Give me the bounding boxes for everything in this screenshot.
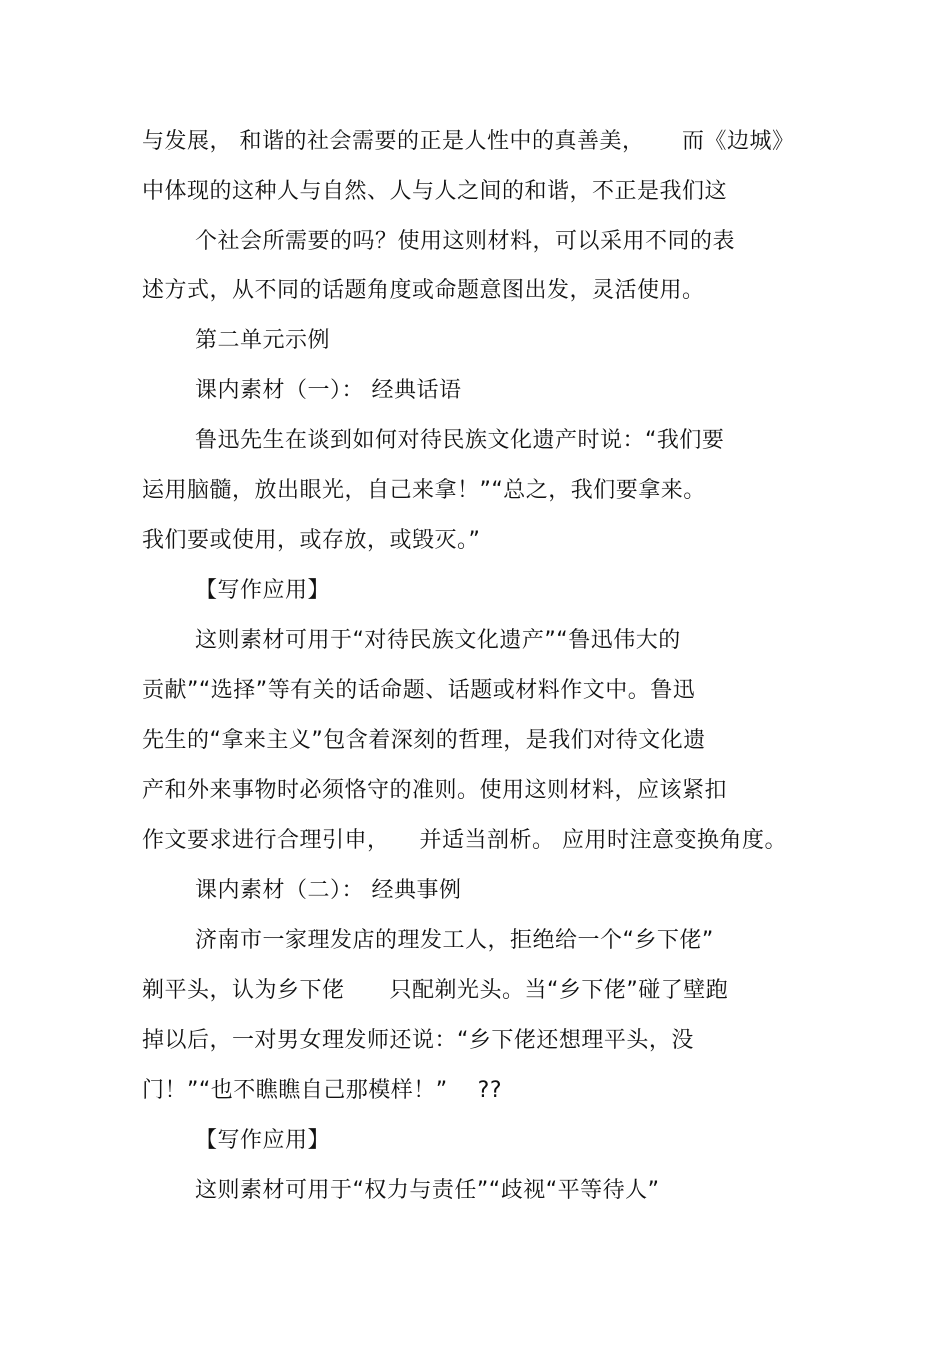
text-line-12: 贡献”“选择”等有关的话命题、话题或材料作文中。鲁迅 (142, 678, 696, 703)
material-heading-2: 课内素材（二）： 经典事例 (195, 878, 462, 903)
text-line-8: 运用脑髓，放出眼光，自己来拿！”“总之，我们要拿来。 (142, 478, 706, 503)
text-line-17: 济南市一家理发店的理发工人，拒绝给一个“乡下佬” (195, 928, 714, 953)
text-line-20: 门！”“也不瞧瞧自己那模样！” ?? (142, 1078, 503, 1103)
text-line-18: 剃平头，认为乡下佬 只配剃光头。当“乡下佬”碰了壁跑 (142, 978, 729, 1003)
text-line-11: 这则素材可用于“对待民族文化遗产”“鲁迅伟大的 (195, 628, 681, 653)
text-line-22: 这则素材可用于“权力与责任”“歧视“平等待人” (195, 1178, 660, 1203)
text-line-19: 掉以后，一对男女理发师还说：“乡下佬还想理平头，没 (142, 1028, 694, 1053)
text-line-4: 述方式，从不同的话题角度或命题意图出发，灵活使用。 (142, 278, 705, 303)
text-line-14: 产和外来事物时必须恪守的准则。使用这则材料，应该紧扣 (142, 778, 728, 803)
text-line-9: 我们要或使用，或存放，或毁灭。” (142, 528, 481, 553)
text-line-2: 中体现的这种人与自然、人与人之间的和谐，不正是我们这 (142, 179, 728, 204)
text-line-15: 作文要求进行合理引申， 并适当剖析。 应用时注意变换角度。 (142, 828, 787, 853)
writing-application-heading-2: 【写作应用】 (195, 1128, 331, 1153)
section-heading: 第二单元示例 (195, 328, 331, 353)
text-line-7: 鲁迅先生在谈到如何对待民族文化遗产时说：“我们要 (195, 428, 725, 453)
material-heading-1: 课内素材（一）： 经典话语 (195, 378, 462, 403)
text-line-3: 个社会所需要的吗？使用这则材料，可以采用不同的表 (195, 229, 736, 254)
text-line-1: 与发展， 和谐的社会需要的正是人性中的真善美， 而《边城》 (142, 129, 795, 154)
writing-application-heading-1: 【写作应用】 (195, 578, 331, 603)
text-line-13: 先生的“拿来主义”包含着深刻的哲理，是我们对待文化遗 (142, 728, 706, 753)
